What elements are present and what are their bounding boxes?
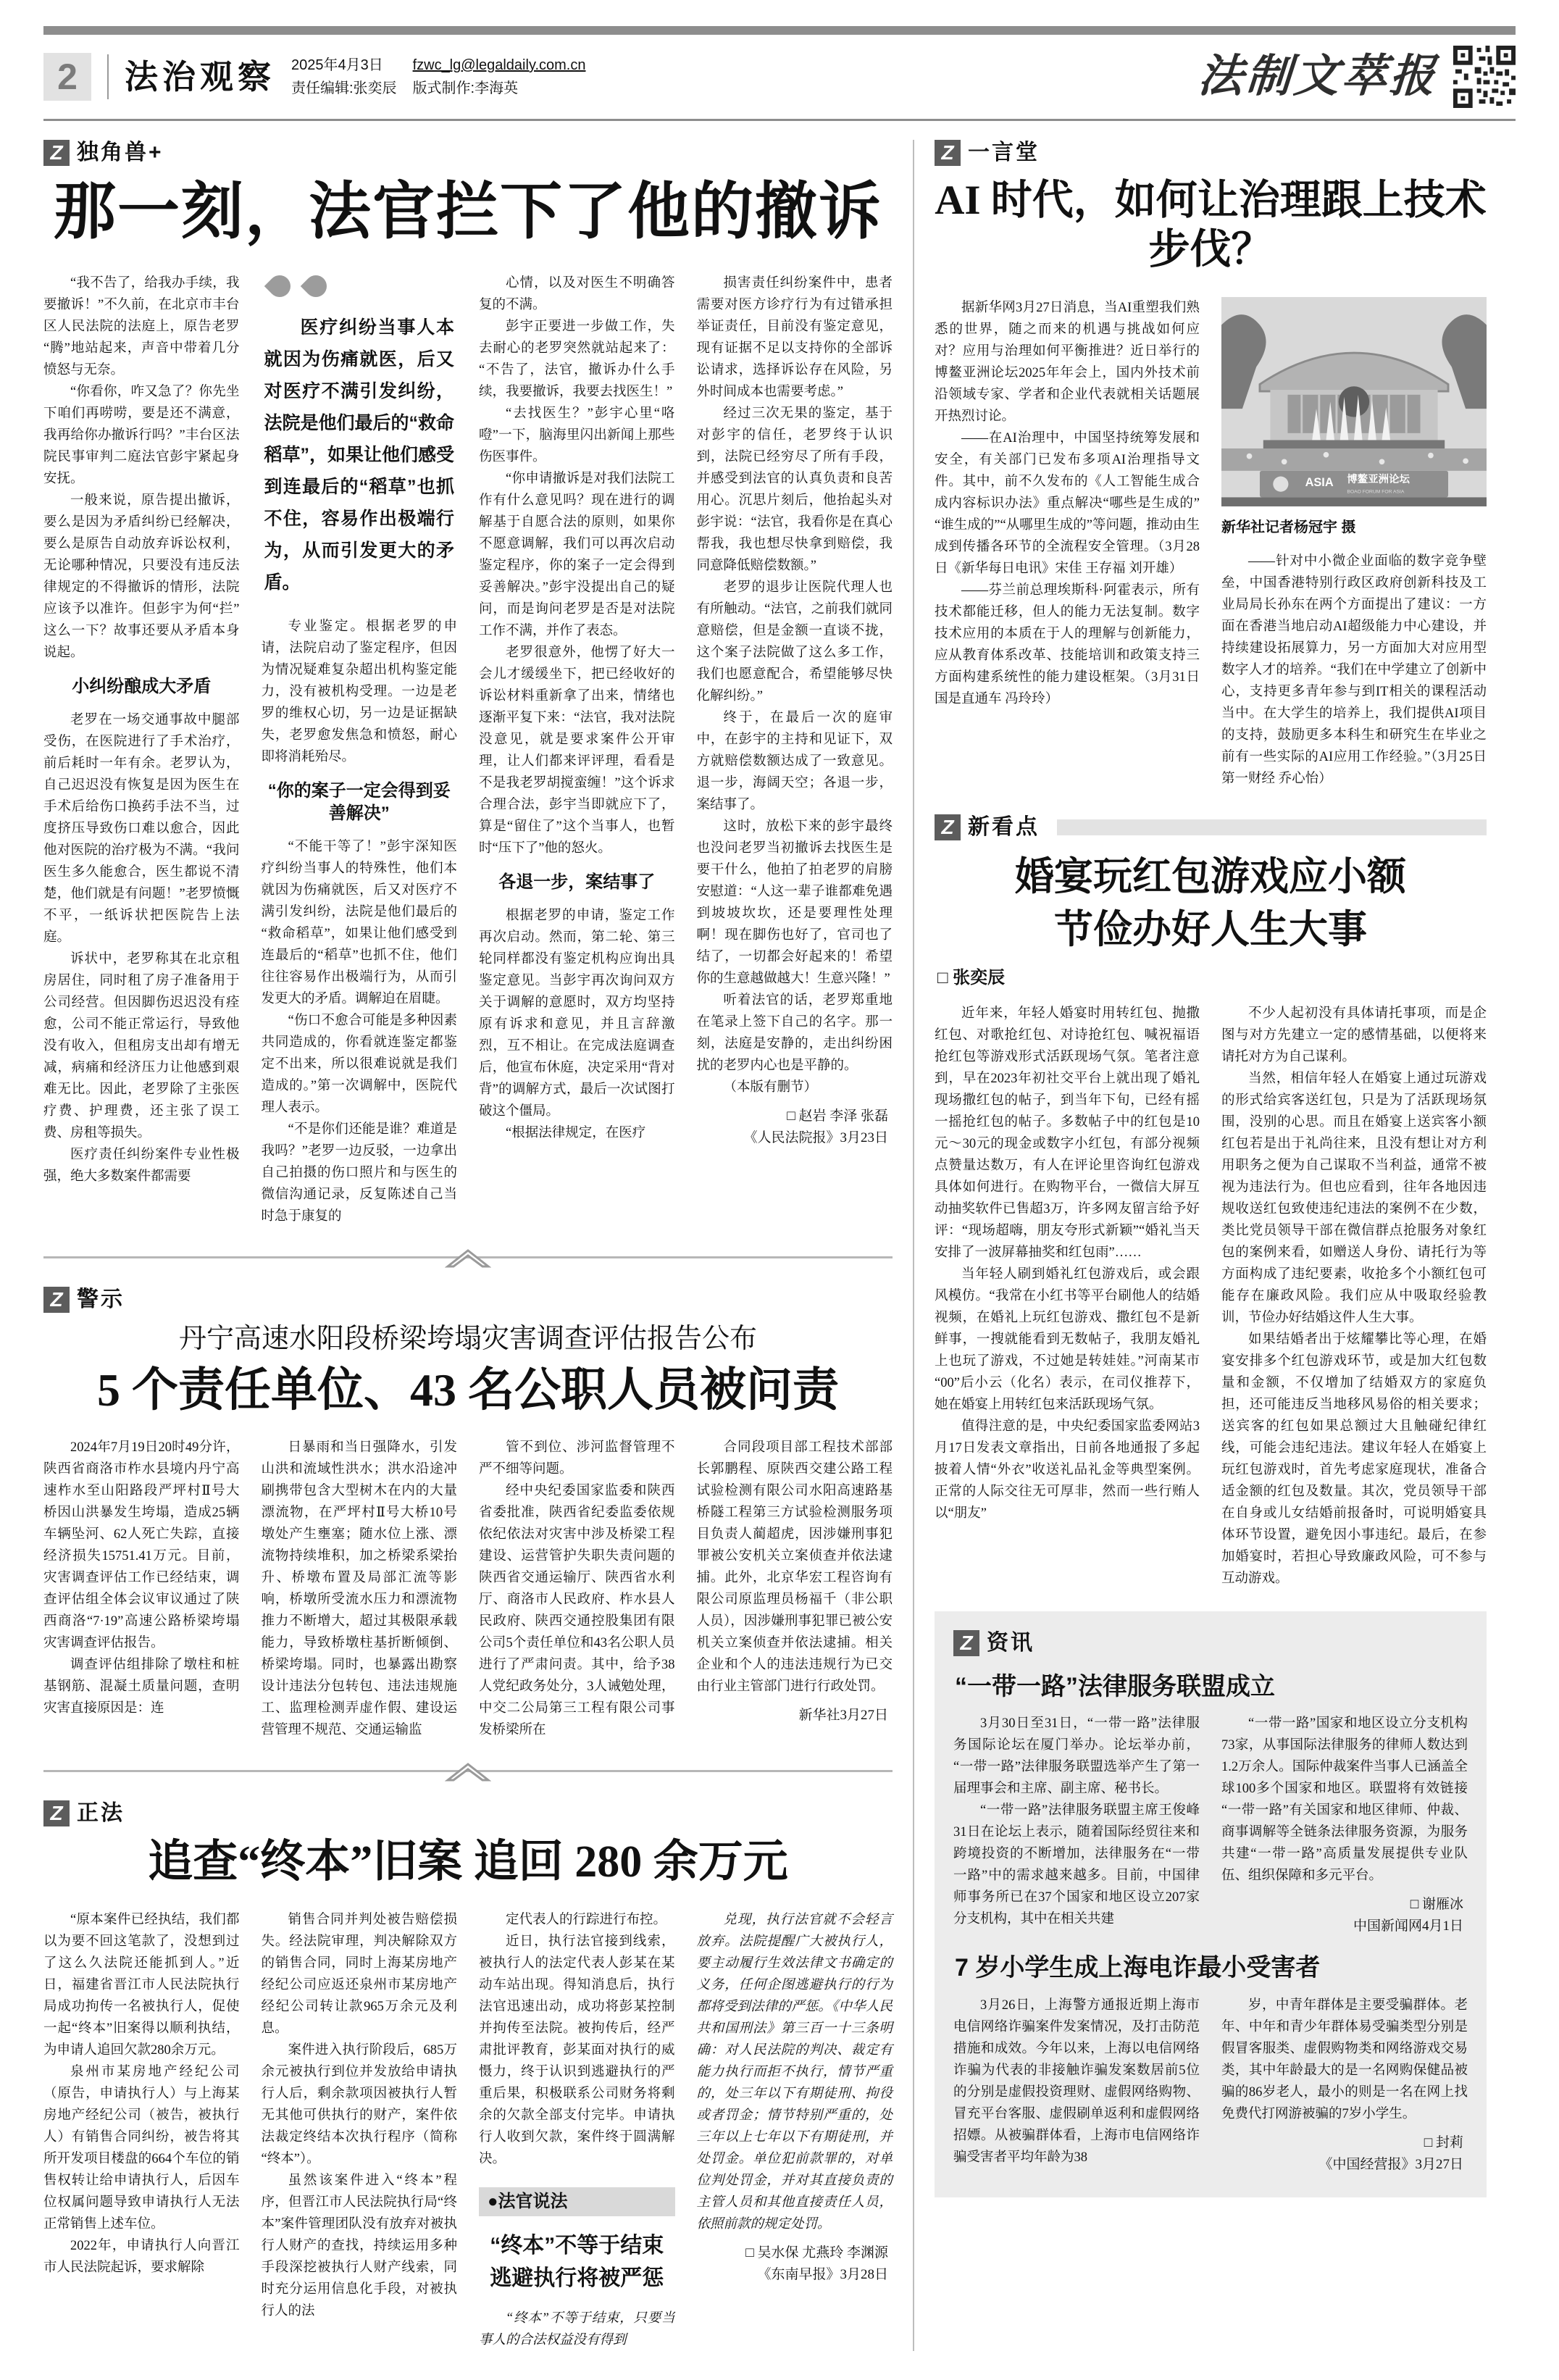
paragraph: “你看你，咋又急了？你先坐下咱们再唠唠，要是还不满意，我再给你办撤诉行吗？”丰台区法院民事审判二庭法官彭宇紧起身安抚。 — [43, 384, 240, 486]
paragraph: “根据法律规定，在医疗 — [506, 1126, 646, 1141]
judge-says-title: “终本”不等于结束 逃避执行将被严惩 — [490, 2233, 664, 2290]
article-column — [953, 1995, 1200, 2176]
kicker-dujiaoshou — [43, 140, 893, 166]
paragraph: 合同段项目部工程技术部部长郭鹏程、原陕西交建公路工程试验检测有限公司水阳高速路基桥隧工程第三方试验检测服务项目负责人蔺超虎，因涉嫌刑事犯罪被公安机关立案侦查并依法逮捕。此外，北京华宏工程咨询有限公司原监理员杨福千（非公职人员），因涉嫌刑事犯罪已被公安机关立案侦查并依法逮捕。相关企业和个人的违法违规行为已交由行业主管部门进行行政处罚。 — [696, 1440, 893, 1695]
paragraph: 日暴雨和当日强降水，引发山洪和流域性洪水；洪水沿途冲刷携带包含大型树木在内的大量漂流物，在严坪村Ⅱ号大桥10号墩处产生壅塞；随水位上涨、漂流物持续堆积，加之桥梁系梁抬升、桥墩布置及局部汇流等影响，桥墩所受流水压力和漂流物推力不断增大，超过其极限承载能力，导致桥墩柱基折断倾倒、桥梁垮塌。同时，也暴露出勘察设计违法分包转包、违法违规施工、监理检测弄虚作假、建设运营管理不规范、交通运输监 — [261, 1440, 457, 1738]
kicker-zixun — [953, 1630, 1468, 1656]
paragraph: 3月26日，上海警方通报近期上海市电信网络诈骗案件发案情况，及打击防范措施和成效。今年以来，上海以电信网络诈骗为代表的非接触诈骗发案数居前5位的分别是虚假投资理财、虚假网络购物、冒充平台客服、虚假刷单返利和虚假网络招嫖。从被骗群体看，上海市电信网络诈骗受害者平均年龄为38 — [953, 1998, 1200, 2166]
paragraph: 管不到位、涉河监督管理不严不细等问题。 — [479, 1440, 675, 1477]
article-column — [935, 297, 1200, 790]
paragraph: 心情，以及对医生不明确答复的不满。 — [479, 275, 675, 312]
photo-sign-sub: BOAO FORUM FOR ASIA — [1347, 489, 1405, 495]
judge-says-text: “终本”不等于结束，只要当事人的合法权益没有得到 — [479, 2310, 675, 2347]
column-subhead: 各退一步，案结事了 — [498, 872, 656, 892]
info-headline: “一带一路”法律服务联盟成立 — [955, 1672, 1275, 1700]
paragraph: ——针对中小微企业面临的数字竞争壁垒，中国香港特别行政区政府创新科技及工业局局长孙东在两个方面提出了建议：一方面在香港当地启动AI超级能力中心建设，并持续建设拓展算力，另一方面加大对应用型数字人才的培养。“我们在中学建立了创新中心，支持更多青年参与到IT相关的课程活动当中。在大学生的培养上，我们提供AI项目的支持，鼓励更多本科生和研究生在毕业之前有一些实际的AI应用工作经验。”（3月25日 第一财经 乔心怡） — [1221, 554, 1487, 786]
article-column — [262, 1437, 458, 1741]
article-column — [1221, 1995, 1468, 2176]
chevron-up-icon — [445, 1246, 491, 1268]
page-header — [43, 42, 1516, 112]
section-title: 法治观察 — [125, 58, 275, 96]
page-number: 2 — [43, 53, 91, 101]
paragraph: 2024年7月19日20时49分许，陕西省商洛市柞水县境内丹宁高速柞水至山阳路段严坪村Ⅱ号大桥因山洪暴发生垮塌，造成25辆车辆坠河、62人死亡失踪，直接经济损失15751.41万元。目前，灾害调查评估工作已经结束，调查评估组全体会议审议通过了陕西商洛“7·19”高速公路桥梁垮塌灾害调查评估报告。 — [43, 1440, 240, 1651]
info-article-belt-road — [953, 1672, 1468, 1938]
paragraph: 近日，执行法官接到线索，被执行人的法定代表人彭某在某动车站出现。得知消息后，执行法官迅速出动，成功将彭某控制并拘传至法院。被拘传后，经严肃批评教育，彭某面对执行的威慑力，终于认识到逃避执行的严重后果，积极联系公司财务将剩余的欠款全部支付完毕。申请执行人收到欠款，案件终于圆满解决。 — [479, 1934, 675, 2166]
paragraph: 不少人起初没有具体请托事项，而是企图与对方先建立一定的感情基础，以便将来请托对方为自己谋利。 — [1221, 1006, 1487, 1064]
paragraph: 经过三次无果的鉴定，基于对彭宇的信任，老罗终于认识到，法院已经穷尽了所有手段，并感受到法官的认真负责和良苦用心。沉思片刻后，他抬起头对彭宇说：“法官，我看你是在真心帮我，我也想尽快拿到赔偿，我同意降低赔偿数额。” — [696, 406, 893, 573]
column-subhead: “你的案子一定会得到妥善解决” — [267, 780, 451, 824]
editorial-note: （本版有删节） — [723, 1080, 818, 1095]
paragraph: 调查评估组排除了墩柱和桩基钢筋、混凝土质量问题，查明灾害直接原因是：连 — [43, 1658, 240, 1716]
article-column — [697, 272, 893, 1227]
paragraph: 听着法官的话，老罗郑重地在笔录上签下自己的名字。那一刻，法庭是安静的，走出纠纷困扰的老罗内心也是平静的。 — [696, 993, 893, 1073]
article-column — [953, 1713, 1200, 1937]
kicker-jingshi — [43, 1287, 893, 1313]
photo-caption: 新华社记者杨冠宇 摄 — [1221, 519, 1356, 535]
paragraph: 销售合同并判处被告赔偿损失。经法院审理，判决解除双方的销售合同，同时上海某房地产经纪公司应返还泉州市某房地产经纪公司转让款965万余元及利息。 — [261, 1912, 457, 2036]
article-column — [697, 1437, 893, 1741]
paragraph: “一带一路”法律服务联盟主席王俊峰31日在论坛上表示，随着国际经贸往来和跨境投资的不断增加，法律服务在“一带一路”中的需求越来越多。目前，中国律师事务所已在37个国家和地区设立207家分支机构，其中在相关共建 — [953, 1803, 1200, 1927]
justice-body — [43, 1909, 893, 2351]
article-column — [1221, 1713, 1468, 1937]
article-column — [697, 1909, 893, 2351]
section-divider — [43, 1760, 893, 1782]
paragraph: 当然，相信年轻人在婚宴上通过玩游戏的形式给宾客送红包，只是为了活跃现场氛围，没别的心思。而且在婚宴上送宾客小额红包若是出于礼尚往来，且没有想让对方利用职务之便为自己谋取不当利益，通常不被视为违法行为。但也应看到，往年各地因违规收送红包致使违纪违法的案例不在少数，类比党员领导干部在微信群点抢服务对象红包的案例来看，如赠送人身份、请托行为等方面构成了违纪要素，收抢多个小额红包可能存在廉政风险。我们应从中吸取经验教训，节俭办好结婚这件人生大事。 — [1221, 1071, 1487, 1325]
qr-code-icon — [1453, 46, 1516, 108]
paragraph: “原本案件已经执结，我们都以为要不回这笔款了，没想到过了这么久法院还能抓到人。”近日，福建省晋江市人民法院执行局成功拘传一名被执行人，促使一起“终本”旧案得以顺利执结，为申请人追回欠款280余万元。 — [43, 1912, 240, 2058]
z-logo-icon: Z — [43, 1287, 70, 1313]
article-ai-governance — [935, 140, 1487, 790]
layout-credit: 版式制作:李海英 — [412, 80, 519, 96]
paragraph: 医疗责任纠纷案件专业性极强，绝大多数案件都需要 — [43, 1148, 240, 1185]
kicker-label: 新看点 — [968, 814, 1040, 839]
warning-headline: 5 个责任单位、43 名公职人员被问责 — [97, 1364, 839, 1416]
info-headline: 7 岁小学生成上海电诈最小受害者 — [955, 1954, 1321, 1982]
ai-body — [935, 297, 1487, 790]
info-panel — [935, 1611, 1487, 2198]
ai-headline: AI 时代，如何让治理跟上技术步伐？ — [935, 178, 1487, 273]
article-column — [43, 272, 240, 1227]
pull-quote — [262, 275, 458, 598]
article-column — [262, 1909, 458, 2351]
photo-sign-latin: ASIA — [1305, 475, 1334, 489]
vertical-divider — [913, 140, 914, 2351]
paragraph: 这时，放松下来的彭宇最终也没问老罗当初撤诉去找医生是要干什么，他拍了拍老罗的肩膀安慰道：“人这一辈子谁都难免遇到坡坡坎坎，还是要理性处理啊！现在脚伤也好了，官司也了结了，一切都会好起来的！希望你的生意越做越大！生意兴隆！” — [696, 819, 893, 986]
byline — [697, 2242, 893, 2286]
top-rule — [43, 26, 1516, 35]
kicker-label: 一言堂 — [968, 141, 1040, 164]
paragraph: 老罗在一场交通事故中腿部受伤，在医院进行了手术治疗，前后耗时一年有余。老罗认为，自己迟迟没有恢复是因为医生在手术后给伤口换药手法不当，过度挤压导致伤口难以愈合，因此他对医院的治疗极为不满。“我问医生多久能愈合，医生都说不清楚，他们就是有问题！”老罗愤慨不平，一纸诉状把医院告上法庭。 — [43, 713, 240, 945]
column-subhead: 小纠纷酿成大矛盾 — [72, 676, 212, 696]
byline-source: 中国新闻网4月1日 — [1353, 1918, 1463, 1934]
paragraph: 根据老罗的申请，鉴定工作再次启动。然而，第二轮、第三轮同样都没有鉴定机构应询出具鉴定意见。当彭宇再次询问双方关于调解的意愿时，双方均坚持原有诉求和意见，并且言辞激烈，互不相让。在完成法庭调查后，他宣布休庭，决定采用“背对背”的调解方式，最后一次试图打破这个僵局。 — [479, 909, 675, 1119]
paragraph: “不能干等了！”彭宇深知医疗纠纷当事人的特殊性，他们本就因为伤痛就医，后又对医疗不满引发纠纷，法院是他们最后的“救命稻草”，如果让他们感受到连最后的“稻草”也抓不住，他们往往容易作出极端行为，从而引发更大的矛盾。调解迫在眉睫。 — [261, 840, 457, 1007]
z-logo-icon: Z — [43, 1800, 70, 1826]
byline-source: 新华社3月27日 — [798, 1708, 888, 1724]
justice-headline: 追查“终本”旧案 追回 280 余万元 — [148, 1837, 788, 1887]
paragraph: 一般来说，原告提出撤诉，要么是因为矛盾纠纷已经解决，要么是原告自动放弃诉讼权利，无论哪种情况，只要没有违反法律规定的不得撤诉的情形，法院应该予以准许。但彭宇为何“拦”这么一下？故事还要从矛盾本身说起。 — [43, 493, 240, 660]
kicker-label: 独角兽+ — [77, 141, 164, 164]
contact-block — [413, 57, 586, 97]
pull-quote-text: 医疗纠纷当事人本就因为伤痛就医，后又对医疗不满引发纠纷，法院是他们最后的“救命稻草”，如果让他们感受到连最后的“稻草”也抓不住，容易作出极端行为，从而引发更大的矛盾。 — [264, 317, 455, 593]
article-column — [479, 1437, 675, 1741]
paragraph: 终于，在最后一次的庭审中，在彭宇的主持和见证下，双方就赔偿数额达成了一致意见。退一步，海阔天空；各退一步，案结事了。 — [696, 710, 893, 812]
date-editor-block — [291, 57, 397, 97]
article-column — [43, 1437, 240, 1741]
paragraph: 兑现，执行法官就不会轻言放弃。法院提醒广大被执行人，要主动履行生效法律文书确定的义务，任何企图逃避执行的行为都将受到法律的严惩。《中华人民共和国刑法》第三百一十三条明确：对人民法院的判决、裁定有能力执行而拒不执行，情节严重的，处三年以下有期徒刑、拘役或者罚金；情节特别严重的，处三年以上七年以下有期徒刑，并处罚金。单位犯前款罪的，对单位判处罚金，并对其直接负责的主管人员和其他直接责任人员，依照前款的规定处罚。 — [696, 1912, 893, 2231]
kicker-zhengfa — [43, 1800, 893, 1826]
article-judge-withdrawal — [43, 140, 893, 1227]
paragraph: 近年来，年轻人婚宴时用转红包、抛撒红包、对歌抢红包、对诗抢红包、喊祝福语抢红包等游戏形式活跃现场气氛。笔者注意到，早在2023年初社交平台上就出现了婚礼现场撒红包的帖子，到当年下旬，已经有摇一摇抢红包的帖子。多数帖子中的红包是10元～30元的现金或数字小红包，有部分视频点赞量达数万，有人在评论里咨询红包游戏具体如何进行。在购物平台，一微信大屏互动抽奖软件已售超3万，许多网友留言给予好评：“现场超嗨，朋友夸形式新颖”“婚礼当天安排了一波屏幕抽奖和红包雨”…… — [935, 1006, 1200, 1260]
editor-credit: 责任编辑:张奕辰 — [291, 80, 397, 96]
article-column — [479, 272, 675, 1227]
z-logo-icon: Z — [935, 140, 961, 166]
paragraph: “你申请撤诉是对我们法院工作有什么意见吗？现在进行的调解基于自愿合法的原则，如果你不愿意调解，我们可以再次启动鉴定程序，你的案子一定会得到妥善解决。”彭宇没提出自己的疑问，而是询问老罗是否是对法院工作不满，并作了表态。 — [479, 471, 675, 638]
paragraph: 3月30日至31日，“一带一路”法律服务国际论坛在厦门举办。论坛举办前，“一带一路”法律服务联盟选举产生了第一届理事会和主席、副主席、秘书长。 — [953, 1716, 1200, 1797]
paragraph: 岁，中青年群体是主要受骗群体。老年、中年和青少年群体易受骗类型分别是假冒客服类、虚假购物类和网络游戏交易类，其中年龄最大的是一名网购保健品被骗的86岁老人，最小的则是一名在网上找免费代打网游被骗的7岁小学生。 — [1221, 1998, 1468, 2122]
paragraph: 彭宇正要进一步做工作，失去耐心的老罗突然就站起来了：“不告了，法官，撤诉办什么手续，我要撤诉，我要去找医生！” — [479, 319, 675, 399]
paragraph: “伤口不愈合可能是多种因素共同造成的，你看就连鉴定都鉴定不出来，所以很难说就是我们造成的。”第一次调解中，医院代理人表示。 — [261, 1014, 457, 1116]
paragraph: 泉州市某房地产经纪公司（原告，申请执行人）与上海某房地产经纪公司（被告，被执行人）有销售合同纠纷，被告将其所开发项目楼盘的664个车位的销售权转让给申请执行人，后因车位权属问题导致申请执行人无法正常销售上述车位。 — [43, 2064, 240, 2231]
newview-headline: 婚宴玩红包游戏应小额 节俭办好人生大事 — [1015, 854, 1406, 951]
kicker-label: 资讯 — [987, 1630, 1035, 1655]
photo-sign-cn: 博鳌亚洲论坛 — [1347, 473, 1410, 485]
right-region — [935, 140, 1487, 2351]
paragraph: 据新华网3月27日消息，当AI重塑我们熟悉的世界，随之而来的机遇与挑战如何应对？应用与治理如何平衡推进？近日举行的博鳌亚洲论坛2025年年会上，国内外技术前沿领域专家、学者和企业代表就相关话题展开热烈讨论。 — [935, 300, 1200, 424]
z-logo-icon: Z — [953, 1630, 979, 1656]
header-divider — [107, 54, 109, 99]
paragraph: 虽然该案件进入“终本”程序，但晋江市人民法院执行局“终本”案件管理团队没有放弃对被执行人财产的查找，持续运用多种手段深挖被执行人财产线索，同时充分运用信息化手段，对被执行人的法 — [261, 2173, 457, 2318]
paragraph: “一带一路”国家和地区设立分支机构73家，从事国际法律服务的律师人数达到1.2万余人。国际仲裁案件当事人已涵盖全球100多个国家和地区。联盟将有效链接“一带一路”有关国家和地区律师、仲裁、商事调解等全链条法律服务资源，为服务共建“一带一路”高质量发展提供专业队伍、组织保障和多元平台。 — [1221, 1716, 1468, 1884]
info-article-telecom-fraud — [953, 1953, 1468, 2176]
paragraph: 定代表人的行踪进行布控。 — [506, 1912, 667, 1927]
kicker-xinkandian — [935, 814, 1487, 840]
article-column — [1221, 297, 1487, 790]
paragraph: 当年轻人刷到婚礼红包游戏后，或会跟风模仿。“我常在小红书等平台刷他人的结婚视频，在婚礼上玩红包游戏、撒红包不是新鲜事，一搜就能看到无数帖子，我朋友婚礼上也玩了游戏，不过她是转娃娃。”河南某市“00”后小云（化名）表示，在司仪推荐下，她在婚宴上用转红包来活跃现场气氛。 — [935, 1266, 1200, 1412]
left-region — [43, 140, 893, 2351]
z-logo-icon: Z — [935, 814, 961, 840]
article-column — [1221, 1003, 1487, 1590]
article-wedding-redpacket — [935, 814, 1487, 1590]
byline — [697, 1106, 893, 1149]
paragraph: “去找医生？”彭宇心里“咯噔”一下，脑海里闪出新闻上那些伤医事件。 — [479, 406, 675, 464]
main-headline: 那一刻，法官拦下了他的撤诉 — [54, 177, 882, 246]
byline-authors: □ 吴水保 尤燕玲 李渊源 — [745, 2245, 888, 2260]
header-rule — [43, 119, 1516, 121]
byline-source: 《人民法院报》3月23日 — [743, 1130, 888, 1145]
contact-email-link[interactable]: fzwc_lg@legaldaily.com.cn — [412, 57, 586, 73]
warning-dek: 丹宁高速水阳段桥梁垮塌灾害调查评估报告公布 — [178, 1324, 757, 1355]
byline-authors: □ 谢雁冰 — [1410, 1897, 1463, 1913]
warning-body — [43, 1437, 893, 1741]
byline — [1221, 1894, 1468, 1937]
boao-forum-photo — [1221, 297, 1487, 506]
z-logo-icon: Z — [43, 140, 70, 166]
article-column — [262, 272, 458, 1227]
paragraph: “不是你们还能是谁？难道是我吗？”老罗一边反驳，一边拿出自己拍摄的伤口照片和与医生的微信沟通记录，反复陈述自己当时急于康复的 — [261, 1122, 457, 1224]
article-column — [479, 1909, 675, 2351]
paragraph: ——在AI治理中，中国坚持统筹发展和安全，有关部门已发布多项AI治理指导文件。其中，前不久发布的《人工智能生成合成内容标识办法》重点解决“哪些是生成的”“谁生成的”“从哪里生成的”等问题，推动由生成到传播各环节的全流程安全管理。（3月28日《新华每日电讯》宋佳 王存福 刘开雄） — [935, 430, 1200, 576]
kicker-bar — [1057, 819, 1487, 835]
paragraph: 经中央纪委国家监委和陕西省委批准，陕西省纪委监委依规依纪依法对灾害中涉及桥梁工程建设、运营管护失职失责问题的陕西省交通运输厅、陕西省水利厅、商洛市人民政府、柞水县人民政府、陕西交通控股集团有限公司5个责任单位和43名公职人员进行了严肃问责。其中，给予38人党纪政务处分，3人诫勉处理，中交二公局第三工程有限公司事发桥梁所在 — [479, 1484, 675, 1738]
paragraph: 专业鉴定。根据老罗的申请，法院启动了鉴定程序，但因为情况疑难复杂超出机构鉴定能力，没有被机构受理。一边是老罗的维权心切，另一边是证据缺失，老罗愈发焦急和愤怒，耐心即将消耗殆尽。 — [261, 619, 457, 764]
kicker-label: 正法 — [77, 1801, 125, 1826]
article-column — [935, 1003, 1200, 1590]
kicker-yiyantang — [935, 140, 1487, 166]
paragraph: 值得注意的是，中央纪委国家监委网站3月17日发表文章指出，日前各地通报了多起披着人情“外衣”收送礼品礼金等典型案例。正常的人际交往无可厚非，然而一些行贿人以“朋友” — [935, 1419, 1200, 1521]
byline-source: 《中国经营报》3月27日 — [1318, 2157, 1463, 2173]
byline-authors: □ 封莉 — [1424, 2135, 1463, 2151]
paragraph: 损害责任纠纷案件中，患者需要对医方诊疗行为有过错承担举证责任，目前没有鉴定意见，现有证据不足以支持你的全部诉讼请求，选择诉讼存在风险，另外时间成本也需要考虑。” — [696, 275, 893, 399]
issue-date: 2025年4月3日 — [291, 57, 383, 73]
judge-says-label: ●法官说法 — [479, 2187, 675, 2216]
author-byline: □ 张奕辰 — [937, 967, 1006, 988]
newview-body — [935, 1003, 1487, 1590]
article-zhongben-case — [43, 1800, 893, 2350]
paragraph: 诉状中，老罗称其在北京租房居住，同时租了房子准备用于公司经营。但因脚伤迟迟没有痊愈，公司不能正常运行，导致他没有收入，但租房支出却有增无减，病痛和经济压力让他感到艰难无比。因此，老罗除了主张医疗费、护理费，还主张了误工费、房租等损失。 — [43, 952, 240, 1141]
paragraph: 如果结婚者出于炫耀攀比等心理，在婚宴安排多个红包游戏环节，或是加大红包数量和金额，不仅增加了结婚双方的家庭负担，还可能违反当地移风易俗的相关要求；送宾客的红包如果总额过大且触碰纪律红线，可能会违纪违法。建议年轻人在婚宴上玩红包游戏时，首先考虑家庭现状，准备合适金额的红包及数量。其次，党员领导干部在自身或儿女结婚前报备时，可说明婚宴具体环节设置，避免因小事违纪。最后，在参加婚宴时，若担心导致廉政风险，可不参与互动游戏。 — [1221, 1332, 1487, 1586]
paragraph: 案件进入执行阶段后，685万余元被执行到位并发放给申请执行人后，剩余款项因被执行人暂无其他可供执行的财产，案件依法裁定终结本次执行程序（简称“终本”）。 — [261, 2042, 457, 2166]
byline-authors: □ 赵岩 李泽 张磊 — [787, 1108, 888, 1124]
paragraph: 老罗很意外，他愣了好大一会儿才缓缓坐下，把已经收好的诉讼材料重新拿了出来，情绪也逐渐平复下来：“法官，我对法院没意见，就是要求案件公开审理，让人们都来评评理，看看是不是我老罗胡搅蛮缠！”这个诉求合理合法，彭宇当即就应下了，算是“留住了”这个当事人，也暂时“压下了”他的怒火。 — [479, 645, 675, 856]
article-column — [43, 1909, 240, 2351]
byline-source: 《东南早报》3月28日 — [757, 2266, 888, 2282]
article-bridge-collapse — [43, 1287, 893, 1741]
paragraph: 2022年，申请执行人向晋江市人民法院起诉，要求解除 — [43, 2238, 240, 2275]
chevron-up-icon — [445, 1760, 491, 1782]
section-divider — [43, 1246, 893, 1268]
paragraph: ——芬兰前总理埃斯科·阿霍表示，所有技术都能迁移，但人的能力无法复制。数字技术应用的本质在于人的理解与创新能力，应从教育体系改革、技能培训和政策支持三方面构建系统性的能力建设框架。（3月31日 国是直通车 冯玲玲） — [935, 583, 1200, 706]
quote-icon — [264, 275, 455, 307]
byline — [1221, 2132, 1468, 2176]
kicker-label: 警示 — [77, 1287, 125, 1312]
main-article-body — [43, 272, 893, 1227]
newspaper-masthead: 法制文萃报 — [1196, 52, 1439, 101]
paragraph: “我不告了，给我办手续，我要撤诉！”不久前，在北京市丰台区人民法院的法庭上，原告老罗“腾”地站起来，声音中带着几分愤怒与无奈。 — [43, 275, 240, 377]
paragraph: 老罗的退步让医院代理人也有所触动。“法官，之前我们就同意赔偿，但是金额一直谈不拢，这个案子法院做了这么多工作，我们也愿意配合，希望能够尽快化解纠纷。” — [696, 580, 893, 703]
judge-says-box — [479, 2187, 675, 2351]
